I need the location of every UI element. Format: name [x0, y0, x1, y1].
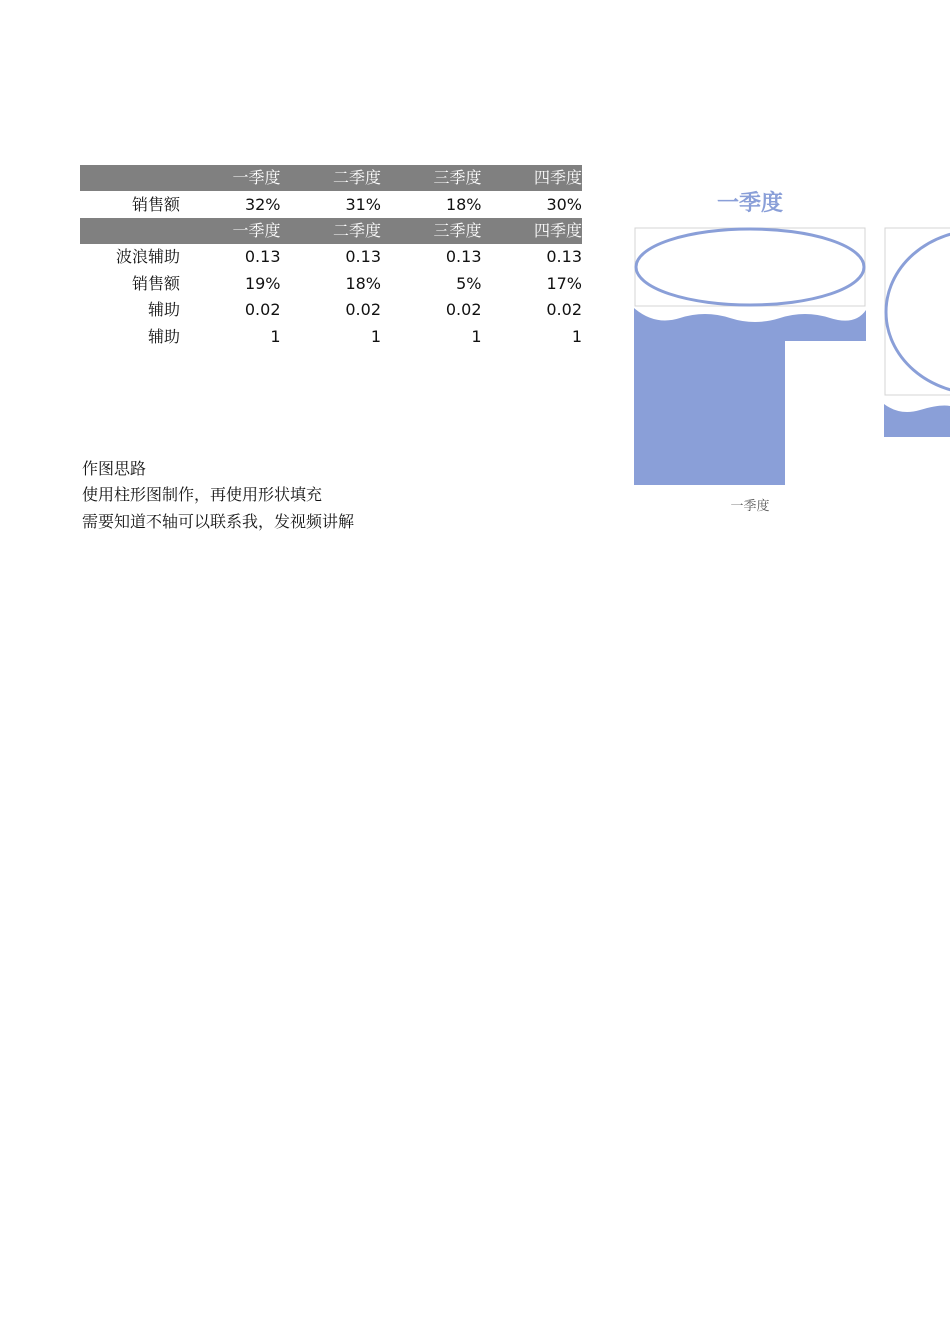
note-line: 需要知道不轴可以联系我，发视频讲解: [82, 511, 355, 531]
table-cell[interactable]: 0.13: [546, 247, 582, 267]
note-line: 使用柱形图制作，再使用形状填充: [82, 485, 323, 505]
wave-band: [634, 308, 866, 341]
table-cell[interactable]: 1: [571, 326, 582, 346]
table-cell[interactable]: 5%: [456, 273, 482, 293]
row-label-cell[interactable]: 波浪辅助: [115, 247, 180, 267]
table-row: [80, 323, 582, 349]
table-cell[interactable]: 18%: [445, 194, 482, 214]
bubble-outline: [636, 229, 864, 305]
header-cell[interactable]: 二季度: [281, 218, 382, 244]
table-cell[interactable]: 1: [471, 326, 482, 346]
table-cell[interactable]: 19%: [244, 273, 281, 293]
table-row: [80, 244, 582, 270]
table-header-row: [80, 165, 582, 191]
table-cell[interactable]: 0.02: [546, 300, 582, 320]
row-label-cell[interactable]: 销售额: [131, 273, 180, 293]
note-line: 作图思路: [82, 459, 147, 478]
table-cell[interactable]: 0.13: [244, 247, 281, 267]
category-label: 一季度: [730, 499, 770, 514]
notes: [82, 456, 354, 535]
chart-title: 一季度: [716, 191, 784, 216]
table-row: [80, 191, 582, 217]
table-cell[interactable]: 17%: [546, 273, 582, 293]
bar[interactable]: [634, 338, 785, 485]
header-cell[interactable]: [80, 165, 180, 191]
header-cell[interactable]: 一季度: [180, 165, 281, 191]
table-cell[interactable]: 32%: [244, 194, 281, 214]
plot-area-frame-2: [885, 228, 950, 395]
table-cell[interactable]: 0.13: [445, 247, 482, 267]
header-cell[interactable]: 二季度: [281, 165, 382, 191]
table-cell[interactable]: 0.02: [445, 300, 482, 320]
table-cell[interactable]: 30%: [546, 194, 582, 214]
header-cell[interactable]: 三季度: [381, 165, 482, 191]
row-label-cell[interactable]: 辅助: [147, 326, 180, 346]
table-cell[interactable]: 0.02: [345, 300, 381, 320]
row-label-cell[interactable]: 销售额: [131, 194, 180, 214]
header-cell[interactable]: 三季度: [381, 218, 482, 244]
table-row: [80, 297, 582, 323]
wave-band-2: [884, 404, 950, 437]
header-cell[interactable]: 四季度: [482, 218, 583, 244]
spreadsheet-area: [80, 165, 582, 350]
header-cell[interactable]: [80, 218, 180, 244]
table-cell[interactable]: 1: [270, 326, 281, 346]
header-cell[interactable]: 四季度: [482, 165, 583, 191]
table-row: [80, 271, 582, 297]
bubble-outline-2: [886, 230, 950, 394]
table-cell[interactable]: 1: [370, 326, 381, 346]
table-cell[interactable]: 0.13: [345, 247, 381, 267]
row-label-cell[interactable]: 辅助: [147, 300, 180, 320]
table-cell[interactable]: 18%: [345, 273, 381, 293]
chart-area[interactable]: [600, 160, 950, 540]
data-table: [80, 165, 582, 350]
table-cell[interactable]: 31%: [345, 194, 381, 214]
header-cell[interactable]: 一季度: [180, 218, 281, 244]
chart-svg: [600, 160, 950, 540]
table-header-row: [80, 218, 582, 244]
table-cell[interactable]: 0.02: [244, 300, 281, 320]
